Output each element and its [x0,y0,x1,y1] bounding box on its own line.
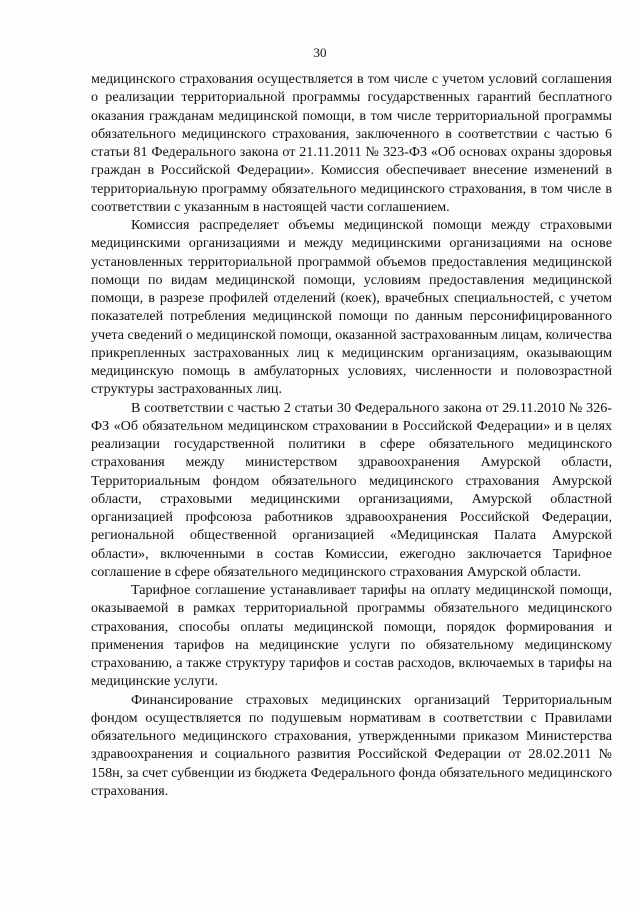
paragraph-financing: Финансирование страховых медицинских организаций Территориальным фондом осуществляется по подушевым нормативам в соответствии с Правилами обязательного медицинского страхования, утвержденными приказом Министерства здравоохранения и социального развития Российской Федерации от 28.02.2011 № 158н, за счет субвенции из бюджета Федерального фонда обязательного медицинского страхования. [91,691,612,799]
paragraph-commission-volumes: Комиссия распределяет объемы медицинской помощи между страховыми медицинскими организациями и между медицинскими организациями на основе установленных территориальной программой объемов предоставления медицинской помощи по видам медицинской помощи, условиям предоставления медицинской помощи, в разрезе профилей отделений (коек), врачебных специальностей, с учетом показателей потребления медицинской помощи по данным персонифицированного учета сведений о медицинской помощи, оказанной застрахованным лицам, количества прикрепленных застрахованных лиц к медицинским организациям, оказывающим медицинскую помощь в амбулаторных условиях, численности и половозрастной структуры застрахованных лиц. [91,217,612,398]
paragraph-continuation: медицинского страхования осуществляется в том числе с учетом условий соглашения о реализации территориальной программы государственных гарантий бесплатного оказания гражданам медицинской помощи, в том числе территориальной программы обязательного медицинского страхования, заключенного в соответствии с частью 6 статьи 81 Федерального закона от 21.11.2011 № 323-ФЗ «Об основах охраны здоровья граждан в Российской Федерации». Комиссия обеспечивает внесение изменений в территориальную программу обязательного медицинского страхования, в том числе в соответствии с указанным в настоящей части соглашением. [91,71,612,215]
document-body [91,70,612,800]
paragraph-tariff-agreement-scope: Тарифное соглашение устанавливает тарифы на оплату медицинской помощи, оказываемой в рамках территориальной программы обязательного медицинского страхования, способы оплаты медицинской помощи, порядок формирования и применения тарифов на медицинские услуги по обязательному медицинскому страхованию, а также структуру тарифов и состав расходов, включаемых в тарифы на медицинские услуги. [91,582,612,690]
page-number: 30 [313,45,327,60]
paragraph-tariff-agreement-parties: В соответствии с частью 2 статьи 30 Федерального закона от 29.11.2010 № 326-ФЗ «Об обязательном медицинском страховании в Российской Федерации» и в целях реализации государственной политики в сфере обязательного медицинского страхования между министерством здравоохранения Амурской области, Территориальным фондом обязательного медицинского страхования Амурской области, страховыми медицинскими организациями, Амурской областной организацией профсоюза работников здравоохранения Российской Федерации, региональной общественной организацией «Медицинская Палата Амурской области», включенными в состав Комиссии, ежегодно заключается Тарифное соглашение в сфере обязательного медицинского страхования Амурской области. [91,399,612,580]
